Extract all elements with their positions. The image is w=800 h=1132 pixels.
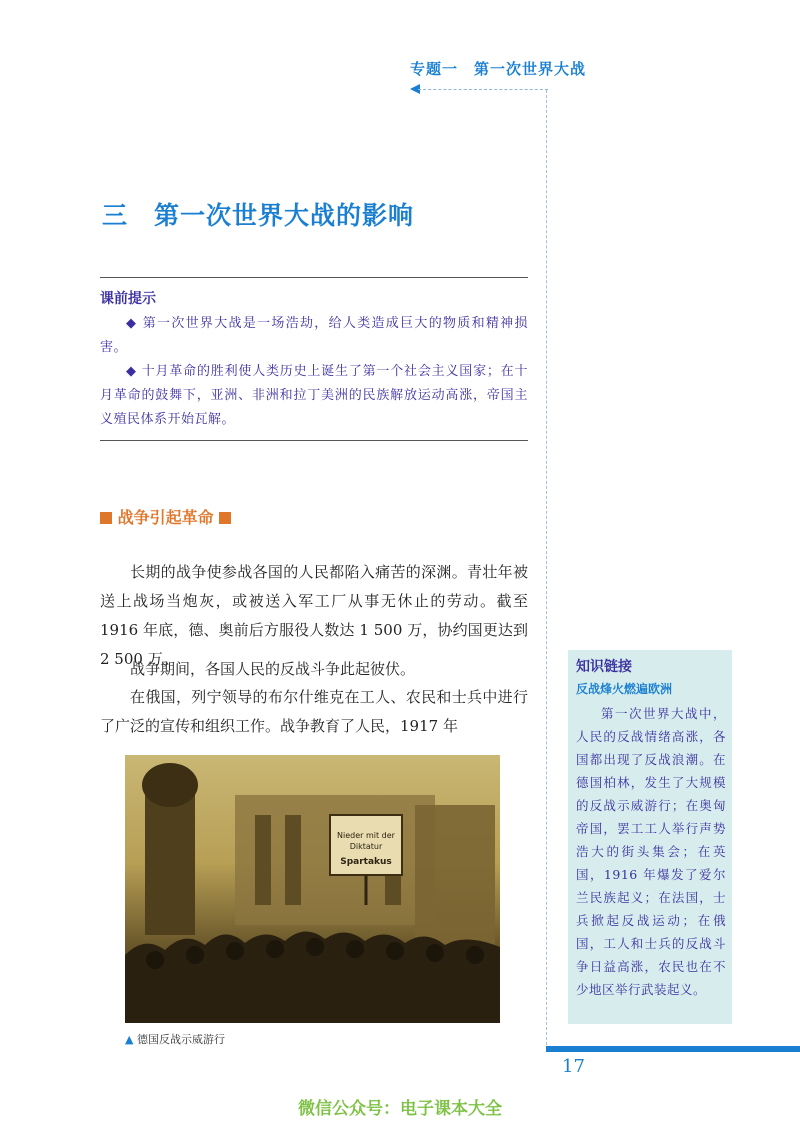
square-marker-icon	[100, 512, 112, 524]
subsection-heading	[100, 505, 231, 528]
section-title: 三 第一次世界大战的影响	[102, 201, 415, 230]
triangle-marker-icon: ▲	[125, 1033, 134, 1046]
body-paragraph: 战争期间，各国人民的反战斗争此起彼伏。	[130, 660, 416, 678]
watermark: 微信公众号：电子课本大全	[298, 1099, 502, 1119]
page-number: 17	[562, 1056, 585, 1077]
hint-item-text: 十月革命的胜利使人类历史上诞生了第一个社会主义国家；在十月革命的鼓舞下，亚洲、非洲和拉丁美洲的民族解放运动高涨，帝国主义殖民体系开始瓦解。	[100, 364, 528, 427]
hint-item-text: 第一次世界大战是一场浩劫，给人类造成巨大的物质和精神损害。	[100, 316, 528, 355]
running-title: 专题一 第一次世界大战	[410, 60, 587, 78]
subsection-heading-text: 战争引起革命	[117, 508, 214, 527]
knowledge-link-subheading: 反战烽火燃遍欧洲	[576, 682, 673, 696]
photo-caption-text: 德国反战示威游行	[136, 1033, 225, 1046]
margin-divider	[546, 90, 547, 1050]
diamond-bullet-icon: ◆	[126, 316, 138, 331]
diamond-bullet-icon: ◆	[126, 364, 137, 379]
knowledge-link-text: 第一次世界大战中，人民的反战情绪高涨，各国都出现了反战浪潮。在德国柏林，发生了大规模的反战示威游行；在奥匈帝国，罢工工人举行声势浩大的街头集会；在英国，1916 年爆发了爱尔兰民族起义；在法国，士兵掀起反战运动；在俄国，工人和士兵的反战斗争日益高涨，农民也在不少地区举行武装起义。	[576, 706, 726, 997]
svg-text:Diktatur: Diktatur	[349, 842, 383, 851]
footer-bar	[546, 1046, 800, 1052]
hint-bottom-rule	[100, 440, 528, 441]
hint-heading: 课前提示	[100, 291, 156, 307]
protest-photo-illustration	[125, 755, 500, 1023]
hint-top-rule	[100, 277, 528, 278]
body-paragraph: 长期的战争使参战各国的人民都陷入痛苦的深渊。青壮年被送上战场当炮灰，或被送入军工厂从事无休止的劳动。截至 1916 年底，德、奥前后方服役人数达 1 500 万，协约国更达到 2 500 万。	[100, 563, 528, 668]
protest-sign-text: Nieder mit der	[337, 831, 395, 840]
body-paragraph: 在俄国，列宁领导的布尔什维克在工人、农民和士兵中进行了广泛的宣传和组织工作。战争教育了人民，1917 年	[100, 688, 528, 735]
header-dashed-line	[418, 89, 548, 90]
svg-text:Spartakus: Spartakus	[340, 857, 392, 867]
hint-item-1	[100, 312, 528, 360]
square-marker-icon	[219, 512, 231, 524]
protest-photo	[125, 755, 500, 1023]
knowledge-link-heading: 知识链接	[576, 659, 632, 675]
photo-caption	[125, 1031, 225, 1047]
hint-item-2	[100, 360, 528, 432]
